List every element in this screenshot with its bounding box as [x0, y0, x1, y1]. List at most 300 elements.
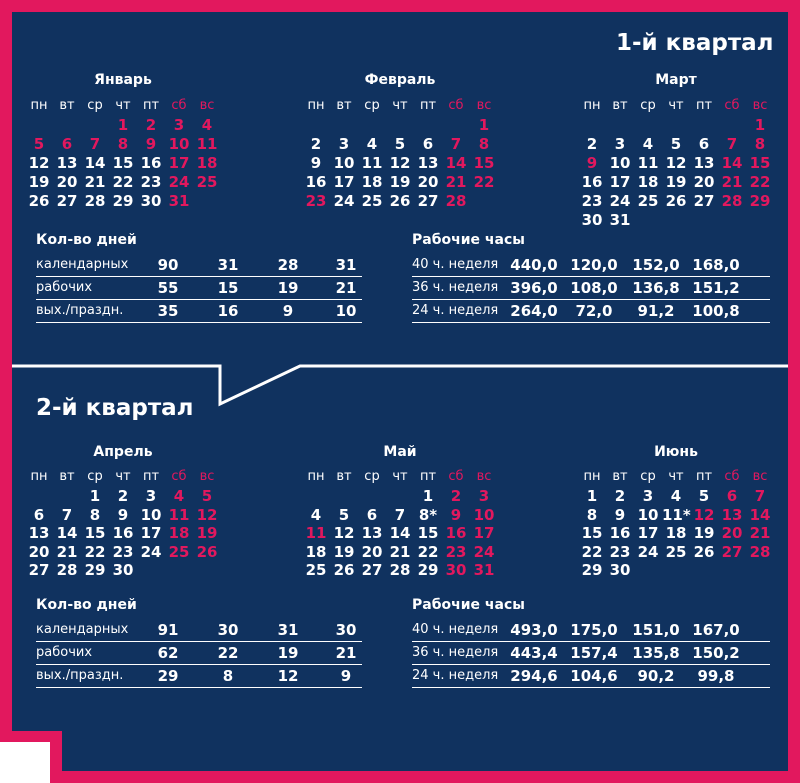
table-row: [36, 619, 362, 642]
calendar-day: 25: [361, 192, 383, 210]
calendar-day: 16: [305, 173, 327, 191]
calendar-day: 16: [445, 524, 467, 542]
calendar-day: 26: [28, 192, 50, 210]
calendar-day: 17: [473, 524, 495, 542]
calendar-day: 19: [665, 173, 687, 191]
row-value: 157,4: [570, 644, 618, 662]
weekday-label: чт: [115, 98, 131, 113]
calendar-day: 17: [637, 524, 659, 542]
row-label: 24 ч. неделя: [412, 668, 499, 683]
row-value: 21: [335, 279, 357, 297]
calendar-day: 15: [112, 154, 134, 172]
weekday-label: вт: [59, 98, 75, 113]
calendar-day: 28: [445, 192, 467, 210]
month-name: Июнь: [654, 444, 698, 460]
calendar-day: 10: [140, 505, 162, 524]
calendar-day: 9: [586, 154, 598, 172]
row-value: 15: [217, 279, 239, 297]
calendar-day: 8*: [418, 505, 438, 524]
calendar-day: 29: [417, 561, 439, 579]
weekday-label: сб: [448, 98, 464, 113]
calendar-day: 13: [56, 154, 78, 172]
weekday-label: вс: [199, 469, 215, 484]
row-value: 91,2: [637, 302, 675, 320]
calendar-day: 1: [89, 487, 101, 505]
row-label: вых./праздн.: [36, 668, 124, 683]
calendar-day: 23: [445, 542, 467, 561]
table-title: Рабочие часы: [412, 232, 525, 248]
table-row: [412, 619, 770, 642]
calendar-day: 4: [173, 487, 185, 505]
row-value: 175,0: [570, 621, 618, 639]
row-value: 90,2: [637, 667, 675, 685]
calendar-day: 20: [28, 542, 50, 561]
calendar-day: 7: [89, 135, 101, 153]
row-value: 264,0: [510, 302, 558, 320]
row-value: 294,6: [510, 667, 558, 685]
calendar-day: 1: [754, 116, 766, 134]
calendar-day: 7: [754, 487, 766, 505]
row-value: 21: [335, 644, 357, 662]
row-value: 31: [217, 256, 239, 274]
calendar-day: 4: [310, 505, 322, 524]
table-row: [412, 642, 770, 665]
calendar-day: 22: [112, 173, 134, 191]
calendar-day: 13: [693, 154, 715, 172]
calendar-day: 23: [140, 173, 162, 191]
weekday-label: сб: [171, 98, 187, 113]
calendar-day: 8: [478, 135, 490, 153]
calendar-day: 5: [394, 135, 406, 153]
row-value: 55: [157, 279, 179, 297]
weekday-label: пн: [307, 98, 325, 113]
calendar-day: 16: [140, 154, 162, 172]
calendar-day: 9: [310, 154, 322, 172]
weekday-label: пн: [30, 98, 48, 113]
calendar-day: 10: [473, 505, 495, 524]
calendar-day: 7: [726, 135, 738, 153]
calendar-day: 30: [140, 192, 162, 210]
calendar-day: 27: [417, 192, 439, 210]
calendar-day: 24: [333, 192, 355, 210]
calendar-day: 15: [84, 524, 106, 542]
calendar-day: 19: [28, 173, 50, 191]
weekday-label: вс: [752, 469, 768, 484]
row-label: календарных: [36, 622, 129, 637]
row-value: 19: [277, 644, 299, 662]
calendar-day: 19: [389, 173, 411, 191]
calendar-day: 8: [89, 505, 101, 524]
calendar-day: 10: [333, 154, 355, 172]
calendar-day: 14: [84, 154, 106, 172]
calendar-day: 8: [117, 135, 129, 153]
calendar-day: 25: [196, 173, 218, 191]
table-row: [412, 254, 770, 277]
calendar-day: 13: [28, 524, 50, 542]
row-label: 36 ч. неделя: [412, 280, 499, 295]
calendar-day: 3: [145, 487, 157, 505]
calendar-day: 7: [61, 505, 73, 524]
weekday-label: пт: [695, 98, 713, 113]
quarter-1-title: 1-й квартал: [616, 30, 774, 56]
calendar-day: 5: [338, 505, 350, 524]
calendar-day: 23: [581, 192, 603, 210]
calendar-day: 31: [168, 192, 190, 210]
month-name: Март: [655, 72, 697, 88]
calendar-day: 23: [609, 542, 631, 561]
calendar-day: 5: [33, 135, 45, 153]
row-label: рабочих: [36, 645, 93, 660]
table-title: Кол-во дней: [36, 597, 137, 613]
calendar-day: 6: [422, 135, 434, 153]
month-name: Февраль: [364, 72, 436, 88]
table-row: [412, 277, 770, 300]
calendar-day: 9: [614, 505, 626, 524]
table-row: [412, 300, 770, 323]
row-value: 120,0: [570, 256, 618, 274]
calendar-day: 12: [665, 154, 687, 172]
calendar-day: 1: [478, 116, 490, 134]
row-value: 12: [277, 667, 299, 685]
calendar-day: 28: [389, 561, 411, 579]
calendar-day: 11: [168, 505, 190, 524]
calendar-day: 27: [721, 542, 743, 561]
calendar-day: 21: [389, 542, 411, 561]
calendar-day: 5: [698, 487, 710, 505]
calendar-day: 21: [445, 173, 467, 191]
calendar-day: 26: [333, 561, 355, 579]
row-value: 396,0: [510, 279, 558, 297]
calendar-day: 18: [637, 173, 659, 191]
weekday-label: вт: [336, 469, 352, 484]
calendar-day: 24: [609, 192, 631, 210]
calendar-day: 22: [749, 173, 771, 191]
row-value: 30: [335, 621, 357, 639]
row-value: 22: [217, 644, 239, 662]
calendar-day: 6: [61, 135, 73, 153]
weekday-label: ср: [87, 469, 103, 484]
row-value: 99,8: [697, 667, 735, 685]
calendar-day: 20: [361, 542, 383, 561]
calendar-day: 30: [581, 211, 603, 229]
calendar-day: 25: [305, 561, 327, 579]
weekday-label: пн: [583, 469, 601, 484]
calendar-day: 17: [333, 173, 355, 191]
month-name: Январь: [94, 72, 152, 88]
row-label: календарных: [36, 257, 129, 272]
calendar-day: 18: [305, 542, 327, 561]
calendar-day: 10: [637, 505, 659, 524]
weekday-label: чт: [668, 98, 684, 113]
calendar-day: 12: [693, 505, 715, 524]
row-value: 31: [277, 621, 299, 639]
row-value: 136,8: [632, 279, 680, 297]
calendar-day: 19: [196, 524, 218, 542]
weekday-label: пн: [583, 98, 601, 113]
calendar-day: 28: [721, 192, 743, 210]
calendar-day: 22: [84, 542, 106, 561]
calendar-day: 12: [333, 524, 355, 542]
table-title: Рабочие часы: [412, 597, 525, 613]
calendar-day: 8: [586, 505, 598, 524]
row-label: вых./праздн.: [36, 303, 124, 318]
calendar-day: 8: [754, 135, 766, 153]
calendar-day: 11*: [662, 505, 691, 524]
calendar-day: 14: [389, 524, 411, 542]
calendar-day: 22: [473, 173, 495, 191]
calendar-day: 21: [56, 542, 78, 561]
calendar-day: 3: [173, 116, 185, 134]
calendar-day: 19: [693, 524, 715, 542]
weekday-label: чт: [115, 469, 131, 484]
calendar-day: 17: [140, 524, 162, 542]
row-value: 35: [157, 302, 179, 320]
row-value: 168,0: [692, 256, 740, 274]
calendar-day: 14: [721, 154, 743, 172]
calendar-day: 11: [361, 154, 383, 172]
row-value: 135,8: [632, 644, 680, 662]
calendar-day: 12: [28, 154, 50, 172]
row-value: 100,8: [692, 302, 740, 320]
weekday-label: ср: [87, 98, 103, 113]
calendar-day: 30: [609, 561, 631, 579]
calendar-day: 25: [637, 192, 659, 210]
calendar-day: 14: [445, 154, 467, 172]
calendar-day: 27: [56, 192, 78, 210]
month-name: Апрель: [93, 444, 153, 460]
calendar-day: 26: [693, 542, 715, 561]
weekday-label: сб: [724, 98, 740, 113]
row-label: 40 ч. неделя: [412, 257, 499, 272]
row-value: 104,6: [570, 667, 618, 685]
row-value: 108,0: [570, 279, 618, 297]
calendar-day: 2: [310, 135, 322, 153]
row-label: рабочих: [36, 280, 93, 295]
row-value: 440,0: [510, 256, 558, 274]
calendar-day: 12: [389, 154, 411, 172]
calendar-day: 18: [665, 524, 687, 542]
weekday-label: сб: [171, 469, 187, 484]
weekday-label: пт: [419, 98, 437, 113]
row-value: 28: [277, 256, 299, 274]
table-row: [412, 665, 770, 688]
calendar-day: 13: [361, 524, 383, 542]
table-row: [36, 665, 362, 688]
calendar-day: 15: [473, 154, 495, 172]
calendar-day: 5: [670, 135, 682, 153]
calendar-day: 20: [693, 173, 715, 191]
row-label: 36 ч. неделя: [412, 645, 499, 660]
table-row: [36, 254, 362, 277]
weekday-label: вт: [612, 98, 628, 113]
calendar-day: 30: [445, 561, 467, 579]
calendar-day: 13: [721, 505, 743, 524]
calendar-day: 26: [665, 192, 687, 210]
weekday-label: ср: [364, 98, 380, 113]
calendar-day: 6: [726, 487, 738, 505]
calendar-day: 6: [366, 505, 378, 524]
row-value: 10: [335, 302, 357, 320]
row-value: 152,0: [632, 256, 680, 274]
calendar-day: 7: [450, 135, 462, 153]
row-value: 151,2: [692, 279, 740, 297]
calendar-day: 1: [422, 487, 434, 505]
calendar-day: 9: [450, 505, 462, 524]
calendar-day: 7: [394, 505, 406, 524]
calendar-day: 5: [201, 487, 213, 505]
calendar-day: 18: [168, 524, 190, 542]
calendar-day: 1: [117, 116, 129, 134]
calendar-day: 29: [112, 192, 134, 210]
weekday-label: пт: [419, 469, 437, 484]
calendar-day: 19: [333, 542, 355, 561]
calendar-day: 25: [168, 542, 190, 561]
weekday-label: пн: [307, 469, 325, 484]
weekday-label: вт: [612, 469, 628, 484]
calendar-day: 4: [642, 135, 654, 153]
weekday-label: пт: [142, 98, 160, 113]
calendar-day: 6: [33, 505, 45, 524]
table-row: [36, 642, 362, 665]
calendar-day: 13: [417, 154, 439, 172]
calendar-day: 26: [196, 542, 218, 561]
row-label: 24 ч. неделя: [412, 303, 499, 318]
row-value: 29: [157, 667, 179, 685]
calendar-day: 15: [581, 524, 603, 542]
calendar-day: 21: [749, 524, 771, 542]
calendar-day: 27: [361, 561, 383, 579]
weekday-label: ср: [640, 469, 656, 484]
calendar-day: 2: [145, 116, 157, 134]
calendar-day: 2: [586, 135, 598, 153]
row-value: 16: [217, 302, 239, 320]
calendar-day: 4: [201, 116, 213, 134]
calendar-day: 17: [609, 173, 631, 191]
month-name: Май: [383, 444, 417, 460]
calendar-day: 28: [84, 192, 106, 210]
calendar-day: 14: [749, 505, 771, 524]
calendar-day: 12: [196, 505, 218, 524]
weekday-label: чт: [392, 469, 408, 484]
calendar-day: 11: [305, 524, 327, 542]
weekday-label: сб: [448, 469, 464, 484]
calendar-day: 10: [609, 154, 631, 172]
calendar-day: 11: [637, 154, 659, 172]
row-value: 9: [282, 302, 294, 320]
weekday-label: вс: [476, 469, 492, 484]
weekday-label: вт: [59, 469, 75, 484]
calendar-day: 3: [478, 487, 490, 505]
calendar-day: 31: [609, 211, 631, 229]
calendar-day: 16: [112, 524, 134, 542]
calendar-day: 20: [56, 173, 78, 191]
row-value: 62: [157, 644, 179, 662]
calendar-day: 15: [417, 524, 439, 542]
weekday-label: пт: [142, 469, 160, 484]
calendar-day: 22: [581, 542, 603, 561]
calendar-day: 28: [749, 542, 771, 561]
weekday-label: вс: [752, 98, 768, 113]
calendar-day: 21: [84, 173, 106, 191]
calendar-day: 11: [196, 135, 218, 153]
calendar-day: 25: [665, 542, 687, 561]
row-value: 90: [157, 256, 179, 274]
row-value: 19: [277, 279, 299, 297]
weekday-label: ср: [364, 469, 380, 484]
calendar-day: 14: [56, 524, 78, 542]
weekday-label: ср: [640, 98, 656, 113]
calendar-day: 9: [145, 135, 157, 153]
calendar-day: 23: [112, 542, 134, 561]
weekday-label: пт: [695, 469, 713, 484]
calendar-day: 20: [721, 524, 743, 542]
row-value: 443,4: [510, 644, 558, 662]
calendar-day: 1: [586, 487, 598, 505]
calendar-day: 9: [117, 505, 129, 524]
weekday-label: вс: [199, 98, 215, 113]
calendar-day: 20: [417, 173, 439, 191]
calendar-day: 27: [28, 561, 50, 579]
row-value: 9: [340, 667, 352, 685]
table-row: [36, 277, 362, 300]
row-label: 40 ч. неделя: [412, 622, 499, 637]
calendar-day: 10: [168, 135, 190, 153]
weekday-label: сб: [724, 469, 740, 484]
calendar-day: 21: [721, 173, 743, 191]
row-value: 72,0: [575, 302, 613, 320]
calendar-day: 17: [168, 154, 190, 172]
calendar-day: 29: [581, 561, 603, 579]
table-row: [36, 300, 362, 323]
calendar-day: 18: [361, 173, 383, 191]
weekday-label: вс: [476, 98, 492, 113]
calendar-day: 16: [581, 173, 603, 191]
row-value: 151,0: [632, 621, 680, 639]
weekday-label: вт: [336, 98, 352, 113]
calendar-day: 4: [366, 135, 378, 153]
table-title: Кол-во дней: [36, 232, 137, 248]
calendar-day: 29: [84, 561, 106, 579]
calendar-day: 3: [338, 135, 350, 153]
calendar-day: 27: [693, 192, 715, 210]
calendar-day: 24: [168, 173, 190, 191]
calendar-day: 6: [698, 135, 710, 153]
calendar-day: 24: [473, 542, 495, 561]
row-value: 31: [335, 256, 357, 274]
row-value: 493,0: [510, 621, 558, 639]
calendar-day: 23: [305, 192, 327, 210]
calendar-day: 24: [637, 542, 659, 561]
calendar-day: 18: [196, 154, 218, 172]
row-value: 150,2: [692, 644, 740, 662]
calendar-day: 16: [609, 524, 631, 542]
calendar-day: 15: [749, 154, 771, 172]
row-value: 8: [222, 667, 234, 685]
calendar-day: 3: [614, 135, 626, 153]
calendar-day: 31: [473, 561, 495, 579]
quarter-2-title: 2-й квартал: [36, 395, 194, 421]
calendar-day: 2: [117, 487, 129, 505]
row-value: 91: [157, 621, 179, 639]
weekday-label: чт: [392, 98, 408, 113]
row-value: 167,0: [692, 621, 740, 639]
calendar-day: 3: [642, 487, 654, 505]
weekday-label: чт: [668, 469, 684, 484]
calendar-day: 22: [417, 542, 439, 561]
calendar-day: 4: [670, 487, 682, 505]
row-value: 30: [217, 621, 239, 639]
calendar-day: 30: [112, 561, 134, 579]
